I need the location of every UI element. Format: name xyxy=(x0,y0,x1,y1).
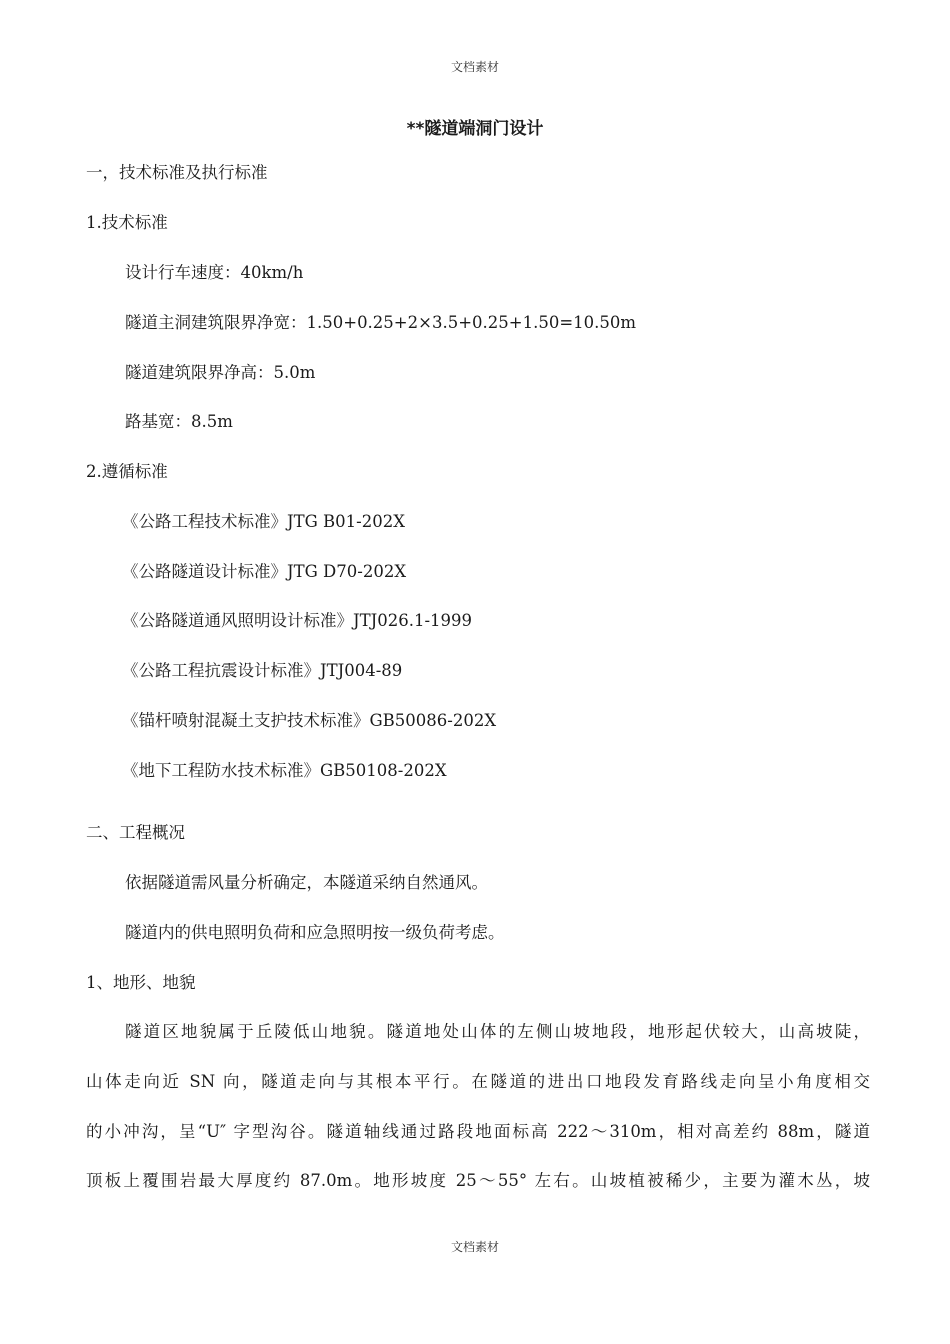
subsection-heading-followed-standards: 2.遵循标准 xyxy=(86,462,168,481)
subsection-heading-tech-standards: 1.技术标准 xyxy=(86,213,168,232)
standard-item: 《公路隧道通风照明设计标准》JTJ026.1-1999 xyxy=(122,611,473,630)
standard-item: 《锚杆喷射混凝土支护技术标准》GB50086-202X xyxy=(122,711,497,730)
standard-item: 《地下工程防水技术标准》GB50108-202X xyxy=(122,761,447,780)
subsection-heading-terrain: 1、地形、地貌 xyxy=(86,973,196,992)
footer-watermark: 文档素材 xyxy=(450,1240,499,1254)
spec-roadbed-width: 路基宽：8.5m xyxy=(125,412,233,431)
overview-paragraph: 依据隧道需风量分析确定，本隧道采纳自然通风。 xyxy=(125,873,488,892)
standard-item: 《公路工程抗震设计标准》JTJ004-89 xyxy=(122,661,403,680)
spec-design-speed: 设计行车速度：40km/h xyxy=(125,263,304,282)
paragraph-line: 山体走向近 SN 向，隧道走向与其根本平行。在隧道的进出口地段发育路线走向呈小角度相交 xyxy=(86,1072,870,1091)
section-heading-standards: 一，技术标准及执行标准 xyxy=(86,163,268,182)
section-heading-overview: 二、工程概况 xyxy=(86,823,185,842)
standard-item: 《公路隧道设计标准》JTG D70-202X xyxy=(122,562,407,581)
paragraph-line: 顶板上覆围岩最大厚度约 87.0m。地形坡度 25～55° 左右。山坡植被稀少，主要为灌木丛，坡 xyxy=(86,1171,870,1190)
standard-item: 《公路工程技术标准》JTG B01-202X xyxy=(122,512,405,531)
document-title: **隧道端洞门设计 xyxy=(406,119,544,139)
overview-paragraph: 隧道内的供电照明负荷和应急照明按一级负荷考虑。 xyxy=(125,923,505,942)
spec-clear-height: 隧道建筑限界净高：5.0m xyxy=(125,363,316,382)
paragraph-line: 的小冲沟，呈“U″ 字型沟谷。隧道轴线通过路段地面标高 222～310m，相对高差约 88m，隧道 xyxy=(86,1122,870,1141)
paragraph-line: 隧道区地貌属于丘陵低山地貌。隧道地处山体的左侧山坡地段，地形起伏较大，山高坡陡， xyxy=(125,1022,870,1041)
spec-clear-width: 隧道主洞建筑限界净宽：1.50+0.25+2×3.5+0.25+1.50=10.50m xyxy=(125,313,637,332)
header-watermark: 文档素材 xyxy=(450,60,499,74)
